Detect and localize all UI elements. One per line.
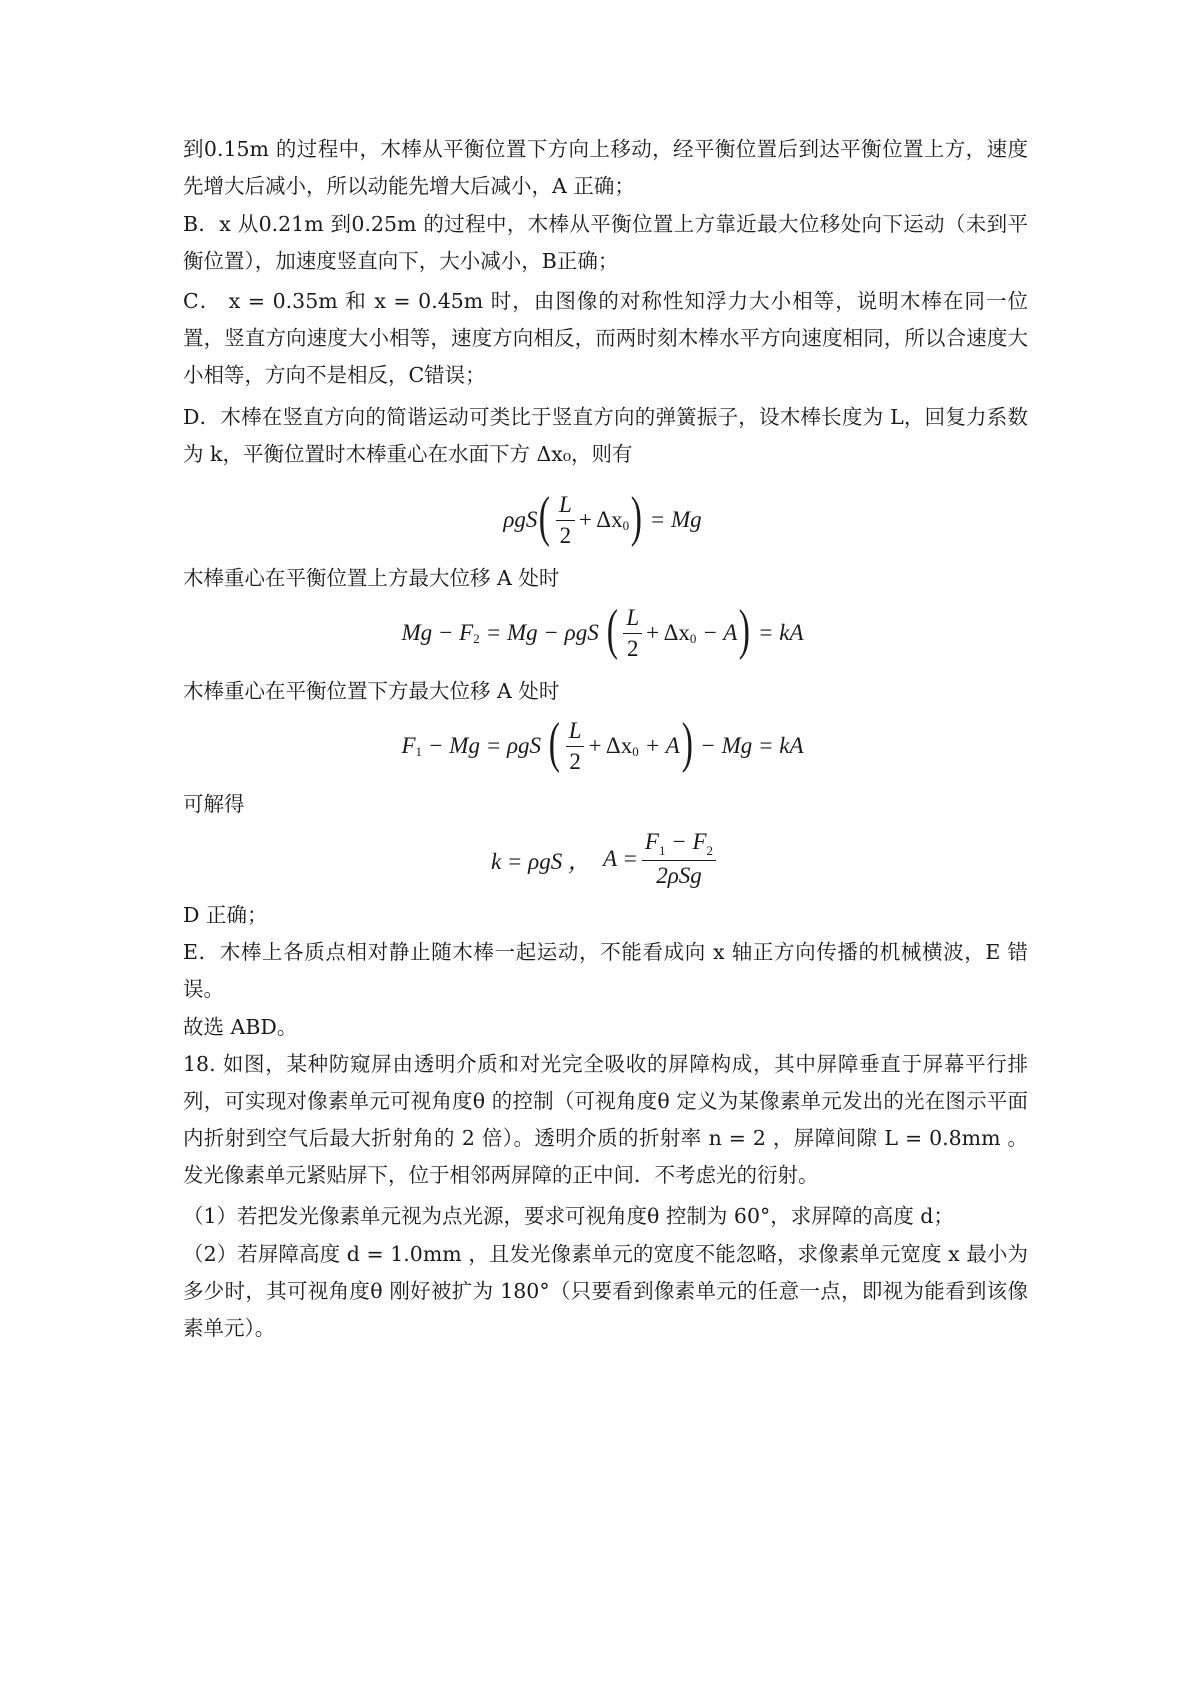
eq2-inner-tail: − A	[702, 620, 738, 645]
eq1-frac-den: 2	[559, 522, 572, 548]
paragraph-e: E．木棒上各质点相对静止随木棒一起运动，不能看成向 x 轴正方向传播的机械横波，E 错误。	[183, 940, 1028, 1001]
eq2-fraction	[623, 605, 642, 662]
eq3-lhs-sub: 1	[415, 744, 423, 759]
label-upper-position: 木棒重心在平衡位置上方最大位移 A 处时	[183, 566, 560, 590]
eq2-lhs: Mg − F	[401, 620, 474, 645]
eq3-fraction	[566, 718, 585, 775]
left-paren-icon: (	[539, 486, 551, 548]
eq3-frac-den: 2	[569, 748, 581, 774]
eq4-fraction	[642, 829, 716, 889]
label-lower-position: 木棒重心在平衡位置下方最大位移 A 处时	[183, 679, 560, 703]
right-paren-icon: )	[681, 712, 693, 774]
eq1-fraction	[556, 492, 575, 549]
answer: 故选 ABD。	[183, 1015, 298, 1039]
eq1-rhs: = Mg	[649, 507, 702, 532]
eq2-lhs-sub: 2	[473, 631, 480, 646]
left-paren-icon: (	[606, 599, 618, 661]
eq3-lhs: F	[401, 733, 416, 758]
eq4-num-b-sub: 2	[706, 843, 714, 858]
eq2-mid: = Mg − ρgS	[485, 620, 599, 645]
eq3-inner-tail: + A	[644, 733, 680, 758]
equation-lower	[183, 711, 1028, 781]
eq2-inner-sub: 0	[689, 631, 697, 646]
paragraph-a: 到0.15m 的过程中，木棒从平衡位置下方向上移动，经平衡位置后到达平衡位置上方，速度先增大后减小，所以动能先增大后减小，A 正确；	[183, 137, 1028, 198]
eq3-inner: + Δx	[588, 733, 633, 758]
eq4-part1: k = ρgS ，	[490, 848, 591, 874]
eq4-part2: A =	[602, 846, 638, 871]
eq4-num-mid: − F	[665, 829, 707, 854]
eq3-frac-num: L	[566, 718, 585, 747]
paragraph-b: B．x 从0.21m 到0.25m 的过程中，木棒从平衡位置上方靠近最大位移处向下运动（未到平衡位置），加速度竖直向下，大小减小，B正确；	[183, 212, 1028, 273]
right-paren-icon: )	[630, 486, 643, 548]
equation-equilibrium	[183, 485, 1028, 555]
eq2-frac-num: L	[623, 605, 642, 634]
eq3-rhs: − Mg = kA	[700, 733, 804, 758]
question-18-part-2: （2）若屏障高度 d = 1.0mm ，且发光像素单元的宽度不能忽略，求像素单元宽度 x 最小为多少时，其可视角度θ 刚好被扩为 180°（只要看到像素单元的任意一点，即视为能看到该像素单元）。	[183, 1242, 1028, 1340]
label-solve: 可解得	[183, 792, 245, 816]
eq1-inner: + Δx	[578, 507, 623, 532]
eq3-lhs-rest: − Mg = ρgS	[428, 733, 542, 758]
eq2-frac-den: 2	[627, 635, 639, 661]
eq2-rhs: = kA	[757, 620, 804, 645]
eq4-num-a-sub: 1	[658, 843, 666, 858]
eq4-frac-den: 2ρSg	[656, 863, 702, 888]
question-18-part-1: （1）若把发光像素单元视为点光源，要求可视角度θ 控制为 60°，求屏障的高度 d；	[183, 1204, 954, 1228]
d-correct: D 正确；	[183, 903, 268, 927]
eq3-inner-sub: 0	[632, 744, 639, 759]
eq1-lhs: ρgS	[503, 507, 538, 532]
eq4-num-a: F	[644, 829, 659, 854]
equation-upper	[183, 598, 1028, 668]
left-paren-icon: (	[548, 712, 560, 774]
eq4-frac-num	[642, 829, 716, 861]
right-paren-icon: )	[739, 599, 751, 661]
eq2-inner: + Δx	[646, 620, 690, 645]
question-18: 18. 如图，某种防窥屏由透明介质和对光完全吸收的屏障构成，其中屏障垂直于屏幕平行排列，可实现对像素单元可视角度θ 的控制（可视角度θ 定义为某像素单元发出的光在图示平面内折射到空气后最大折射角的 2 倍）。透明介质的折射率 n = 2 ，屏障间隙 L = 0.8mm 。发光像素单元紧贴屏下，位于相邻两屏障的正中间．不考虑光的衍射。	[183, 1052, 1028, 1187]
eq1-inner-sub: 0	[622, 518, 630, 533]
paragraph-c: C． x = 0.35m 和 x = 0.45m 时，由图像的对称性知浮力大小相等，说明木棒在同一位置，竖直方向速度大小相等，速度方向相反，而两时刻木棒水平方向速度相同，所以合速度大小相等，方向不是相反，C错误；	[183, 289, 1028, 387]
equation-result	[183, 824, 1028, 894]
eq1-frac-num: L	[556, 492, 575, 521]
paragraph-d: D．木棒在竖直方向的简谐运动可类比于竖直方向的弹簧振子，设木棒长度为 L，回复力系数为 k，平衡位置时木棒重心在水面下方 Δx₀，则有	[183, 405, 1028, 466]
